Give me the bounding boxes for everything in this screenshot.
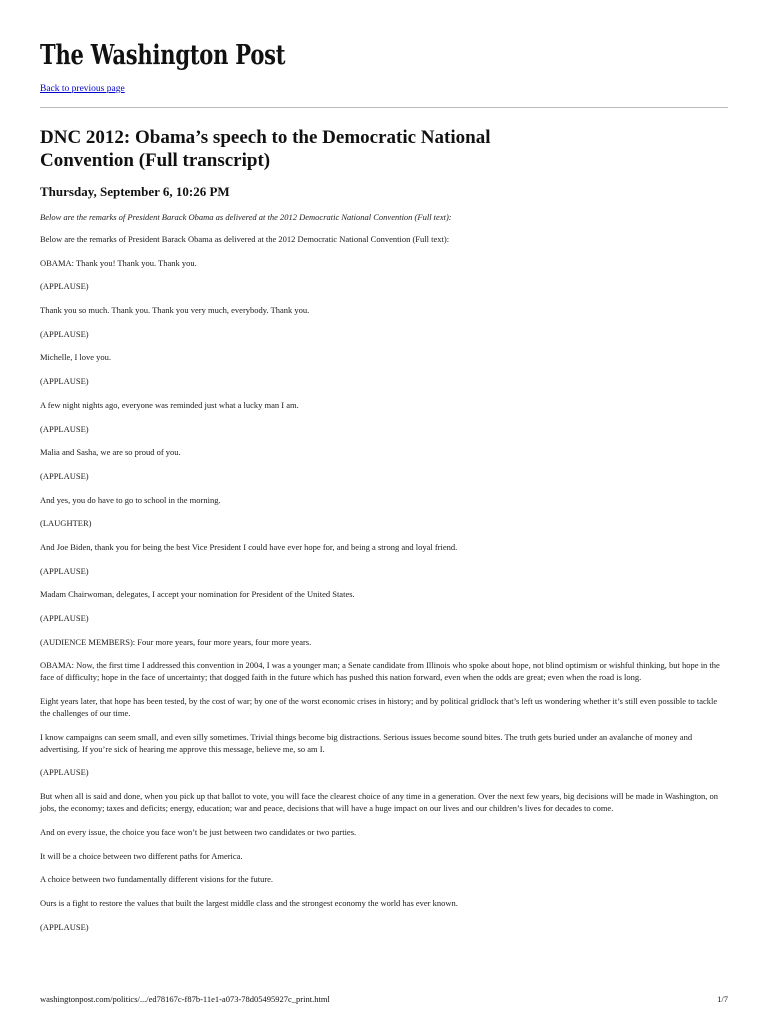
transcript-paragraph: And Joe Biden, thank you for being the best Vice President I could have ever hope for, and being a strong and loyal friend.	[40, 541, 458, 552]
transcript-paragraph: A choice between two fundamentally different visions for the future.	[40, 874, 274, 885]
transcript-paragraph: Madam Chairwoman, delegates, I accept your nomination for President of the United States.	[40, 589, 355, 600]
article-body	[40, 233, 728, 933]
transcript-paragraph: Malia and Sasha, we are so proud of you.	[40, 447, 181, 458]
transcript-paragraph: (APPLAUSE)	[40, 423, 89, 434]
transcript-paragraph: And on every issue, the choice you face won’t be just between two candidates or two parties.	[40, 826, 357, 837]
article-intro: Below are the remarks of President Barack Obama as delivered at the 2012 Democratic National Convention (Full text):	[40, 212, 452, 222]
transcript-paragraph: Ours is a fight to restore the values that built the largest middle class and the strongest economy the world has ever known.	[40, 897, 458, 908]
transcript-paragraph: OBAMA: Now, the first time I addressed this convention in 2004, I was a younger man; a Senate candidate from Illinois who spoke about hope, not blind optimism or wishful thinking, but hope in the face of difficulty; hope in the face of uncertainty; that dogged faith in the future which has pushed this nation forward, even when the odds are great; even when the road is long.	[40, 660, 720, 683]
transcript-paragraph: (APPLAUSE)	[40, 613, 89, 623]
article-headline: DNC 2012: Obama’s speech to the Democratic National Convention (Full transcript)	[40, 127, 491, 171]
transcript-paragraph: (APPLAUSE)	[40, 565, 89, 576]
transcript-paragraph: (APPLAUSE)	[40, 281, 89, 292]
transcript-paragraph: And yes, you do have to go to school in the morning.	[40, 494, 221, 505]
footer-url: washingtonpost.com/politics/.../ed78167c-f87b-11e1-a073-78d05495927c_print.html	[40, 994, 330, 1004]
transcript-paragraph: (APPLAUSE)	[40, 921, 89, 932]
transcript-paragraph: Michelle, I love you.	[40, 352, 112, 363]
transcript-paragraph: It will be a choice between two different paths for America.	[40, 850, 243, 861]
article-dateline: Thursday, September 6, 10:26 PM	[40, 184, 230, 199]
transcript-paragraph: A few night nights ago, everyone was reminded just what a lucky man I am.	[40, 399, 299, 410]
transcript-paragraph: (APPLAUSE)	[40, 328, 89, 339]
transcript-paragraph: OBAMA: Thank you! Thank you. Thank you.	[40, 257, 197, 268]
transcript-paragraph: But when all is said and done, when you pick up that ballot to vote, you will face the clearest choice of any time in a generation. Over the next few years, big decisions will be made in Washington, on jobs, the economy; taxes and deficits; energy, education; war and peace, decisions that will have a huge impact on our lives and our children’s lives for decades to come.	[40, 791, 719, 814]
transcript-paragraph: Eight years later, that hope has been tested, by the cost of war; by one of the worst economic crises in history; and by political gridlock that’s left us wondering whether it’s still even possible to tackle the challenges of our time.	[40, 696, 718, 719]
transcript-paragraph: Below are the remarks of President Barack Obama as delivered at the 2012 Democratic National Convention (Full text):	[40, 234, 450, 244]
transcript-paragraph: (AUDIENCE MEMBERS): Four more years, four more years, four more years.	[40, 636, 312, 647]
transcript-paragraph: (APPLAUSE)	[40, 767, 89, 778]
back-to-previous-page-link[interactable]: Back to previous page	[40, 84, 125, 94]
article	[40, 126, 728, 944]
transcript-paragraph: (APPLAUSE)	[40, 470, 89, 481]
footer-page-number: 1/7	[717, 994, 728, 1004]
transcript-paragraph: I know campaigns can seem small, and even silly sometimes. Trivial things become big distractions. Serious issues become sound bites. The truth gets buried under an avalanche of money and advertising. If you’re sick of hearing me approve this message, believe me, so am I.	[40, 731, 693, 754]
header-divider	[40, 107, 728, 108]
transcript-paragraph: Thank you so much. Thank you. Thank you very much, everybody. Thank you.	[40, 305, 310, 316]
transcript-paragraph: (LAUGHTER)	[40, 518, 92, 529]
transcript-paragraph: (APPLAUSE)	[40, 376, 89, 387]
masthead-logo: The Washington Post	[40, 40, 286, 71]
